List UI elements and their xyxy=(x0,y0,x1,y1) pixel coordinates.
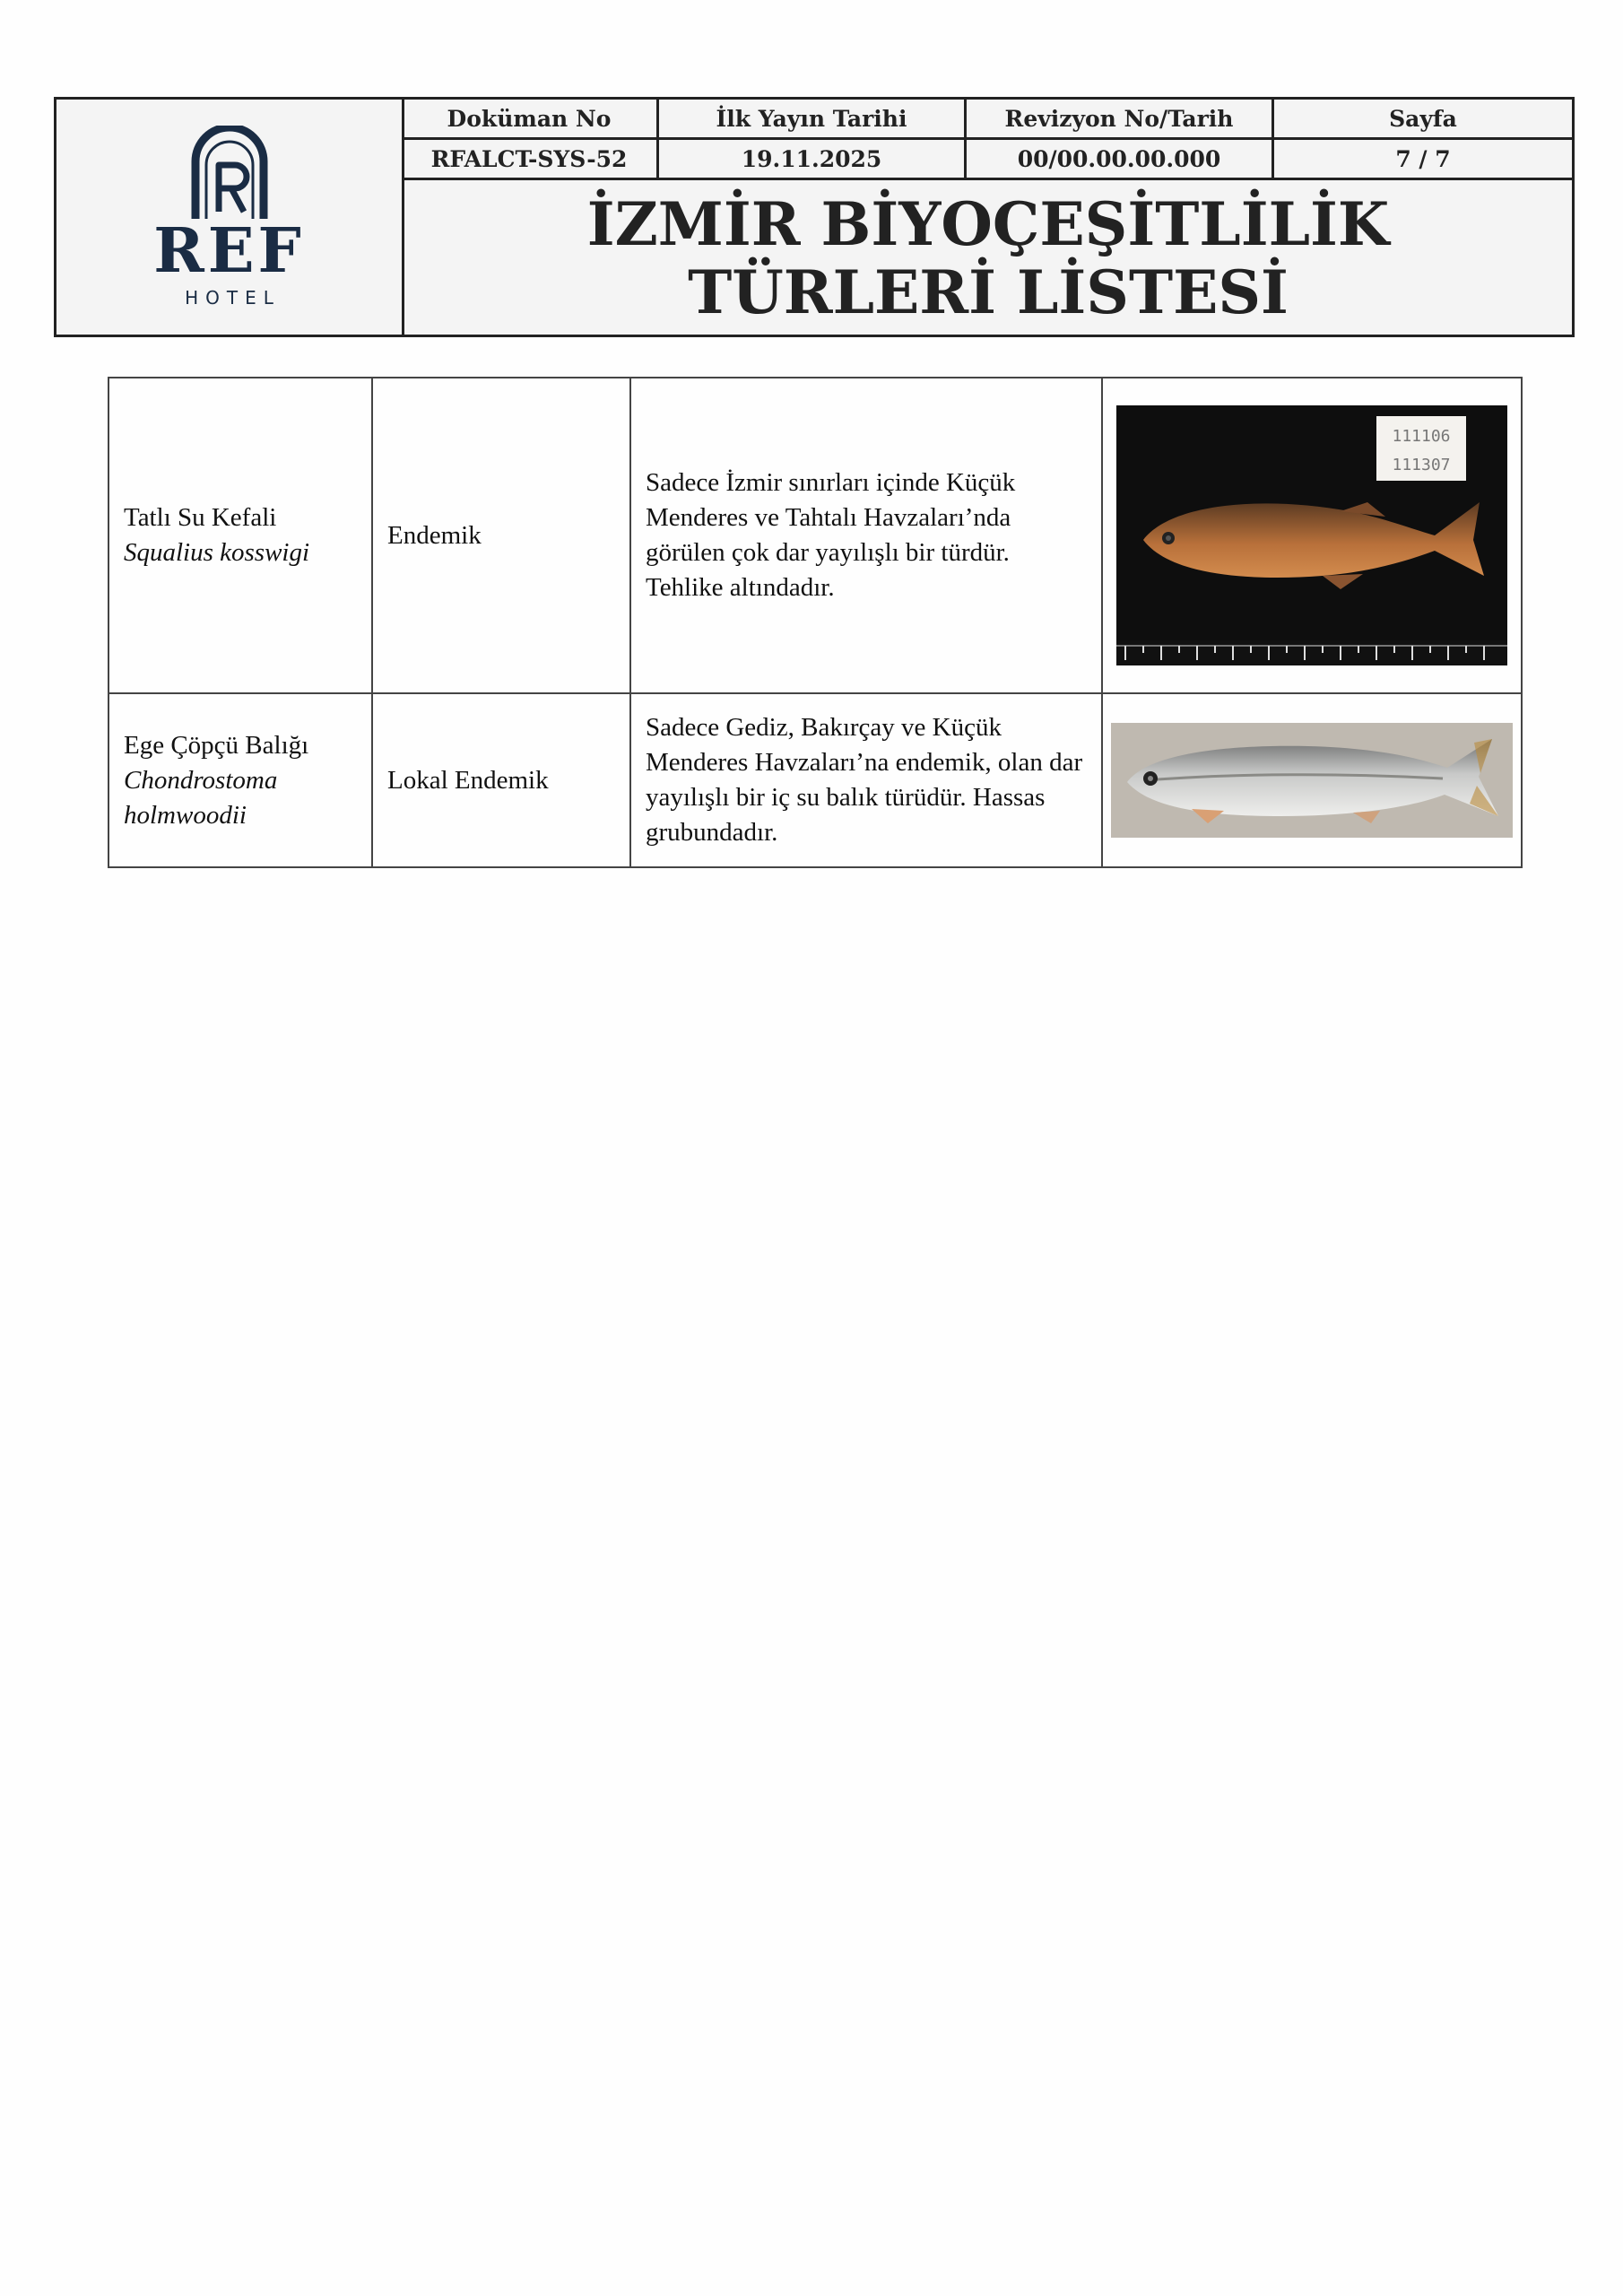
species-table xyxy=(108,377,1523,868)
page-header: Sayfa xyxy=(1273,100,1573,139)
fish-photo-squalius-icon xyxy=(1116,405,1507,665)
doc-no-header: Doküman No xyxy=(402,100,658,139)
revision-value: 00/00.00.00.000 xyxy=(966,139,1273,179)
document-header xyxy=(54,97,1575,337)
fish-photo-chondrostoma-icon xyxy=(1111,723,1513,838)
table-row xyxy=(108,378,1522,693)
first-publish-date-value: 19.11.2025 xyxy=(658,139,966,179)
photo-cell xyxy=(1102,378,1522,693)
scientific-name: Squalius kosswigi xyxy=(124,538,310,567)
status-cell: Lokal Endemik xyxy=(372,693,630,867)
description-cell: Sadece İzmir sınırları içinde Küçük Menderes ve Tahtalı Havzaları’nda görülen çok dar yayılışlı bir türdür. Tehlike altındadır. xyxy=(630,378,1102,693)
status-cell: Endemik xyxy=(372,378,630,693)
document-meta-table xyxy=(402,100,1572,180)
common-name: Ege Çöpçü Balığı xyxy=(124,730,309,760)
specimen-tag-2: 111307 xyxy=(1392,456,1451,474)
species-name-cell xyxy=(108,378,372,693)
doc-no-value: RFALCT-SYS-52 xyxy=(402,139,658,179)
description-cell: Sadece Gediz, Bakırçay ve Küçük Menderes Havzaları’na endemik, olan dar yayılışlı bir iç su balık türüdür. Hassas grubundadır. xyxy=(630,693,1102,867)
title-line-1: İZMİR BİYOÇEŞİTLİLİK xyxy=(586,189,1390,259)
logo-wordmark: REF xyxy=(153,215,305,287)
arched-r-monogram-icon xyxy=(188,126,271,221)
species-name-cell xyxy=(108,693,372,867)
first-publish-date-header: İlk Yayın Tarihi xyxy=(658,100,966,139)
document-title xyxy=(404,182,1572,335)
common-name: Tatlı Su Kefali xyxy=(124,503,277,532)
title-line-2: TÜRLERİ LİSTESİ xyxy=(688,257,1289,327)
logo-subtitle: HOTEL xyxy=(185,287,281,309)
specimen-tag-1: 111106 xyxy=(1392,427,1451,446)
revision-header: Revizyon No/Tarih xyxy=(966,100,1273,139)
table-row xyxy=(108,693,1522,867)
photo-cell xyxy=(1102,693,1522,867)
page-value: 7 / 7 xyxy=(1273,139,1573,179)
scientific-name: Chondrostoma holmwoodii xyxy=(124,765,278,830)
hotel-logo xyxy=(56,100,404,335)
